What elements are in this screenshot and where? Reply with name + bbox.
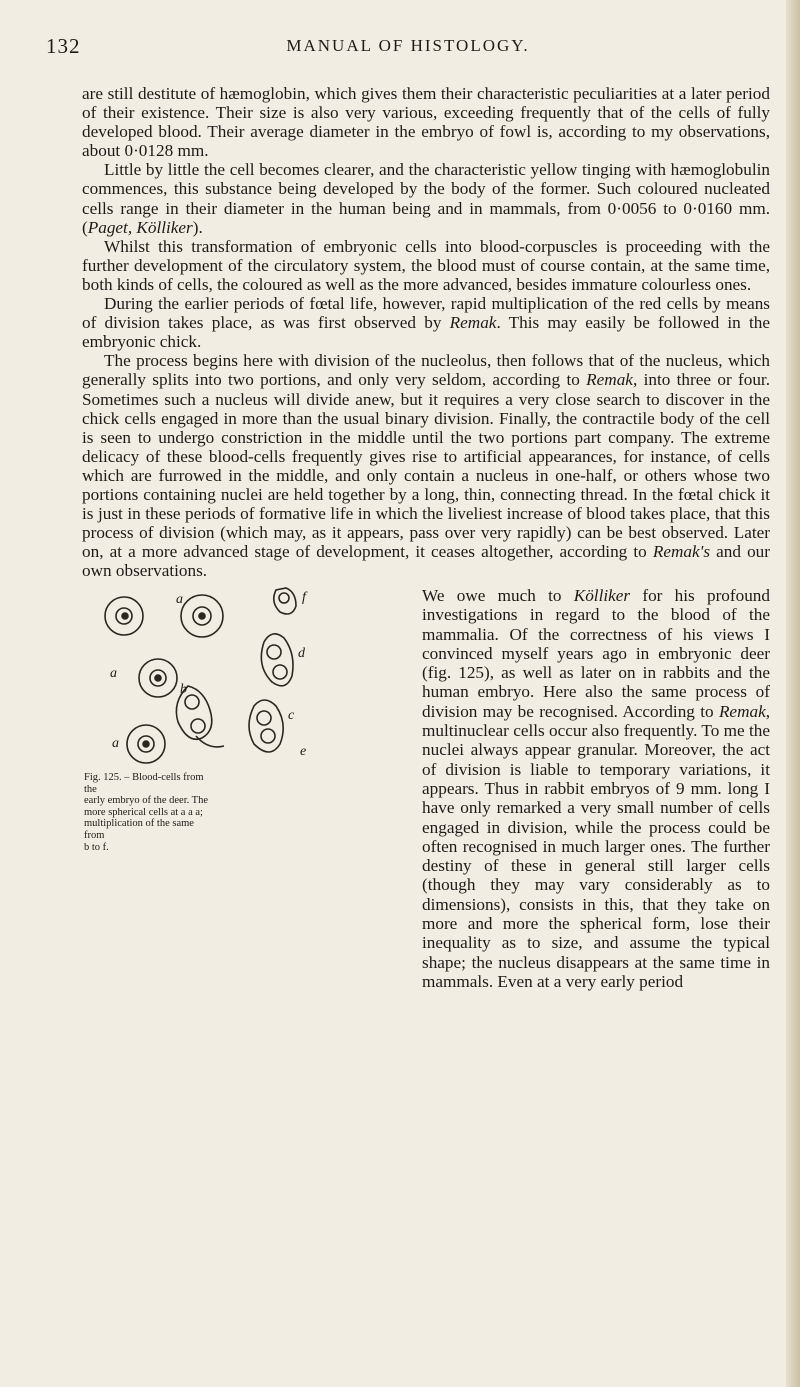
paragraph-2 bbox=[82, 160, 770, 236]
paragraph-1: are still destitute of hæmoglobin, which gives them their characteristic peculiarities at a later period of their existence. Their size is also very various, exceeding frequently that of the cells of fully developed blood. Their average diameter in the embryo of fowl is, according to my observations, about 0·0128 mm. bbox=[82, 84, 770, 161]
spherical-cell-a2 bbox=[139, 659, 177, 697]
caption-line: b to f. bbox=[84, 841, 109, 853]
paragraph-6 bbox=[422, 586, 770, 991]
paragraph-2-text: Little by little the cell becomes clearer, and the characteristic yellow tinging with hæmoglobulin commences, this substance being developed by the body of the former. Such coloured nucleated cells range in their diameter in the human being and in mammals, from 0·0056 to 0·0160 mm. ( bbox=[82, 160, 770, 237]
cell-top-middle bbox=[181, 595, 223, 637]
paragraph-4-text: During the earlier periods of fœtal life, however, rapid multiplication of the red cells by means of division takes place, as was first observed by bbox=[82, 294, 770, 333]
body-text-upper bbox=[82, 84, 770, 580]
citation: Remak's bbox=[652, 542, 711, 562]
figure-letter: c bbox=[288, 708, 295, 723]
citation: Remak bbox=[449, 313, 497, 333]
page-header bbox=[46, 34, 770, 60]
dividing-cell-f bbox=[274, 588, 296, 614]
spherical-cell-a3 bbox=[127, 725, 165, 763]
caption-line: more spherical cells at a a a; bbox=[84, 806, 203, 818]
blood-cells-illustration bbox=[84, 586, 414, 766]
dividing-cell-e bbox=[196, 736, 224, 747]
caption-line: early embryo of the deer. The bbox=[84, 795, 209, 807]
paragraph-6-text: We owe much to bbox=[422, 586, 574, 605]
body-text-column bbox=[422, 586, 770, 991]
paragraph-4 bbox=[82, 294, 770, 351]
paragraph-5-end: and our own observations. bbox=[82, 542, 770, 581]
figure-letter: b bbox=[180, 682, 187, 697]
running-head: MANUAL OF HISTOLOGY. bbox=[286, 36, 530, 55]
paragraph-6-end: , multinuclear cells occur also frequently. To me the nuclei always appear granular. Moreover, the act of division is liable to temporary variations, it appears. Thus in rabbit embryos of 9 mm. long I have only remarked a very small number of cells engaged in division, while the process could be often recognised in much larger ones. The further destiny of these in general still larger cells (though they may vary considerably as to dimensions), consists in this, that they take on more and more the spherical form, lose their inequality as to size, and assume the typical shape; the nucleus disappears at the same time in mammals. Even at a very early period bbox=[422, 701, 770, 991]
paragraph-3: Whilst this transformation of embryonic cells into blood-corpuscles is proceeding with the further development of the circulatory system, the blood must of course contain, at the same time, both kinds of cells, the coloured as well as the more advanced, besides immature colourless ones. bbox=[82, 236, 770, 294]
figure-letter: a bbox=[112, 736, 119, 751]
paragraph-4-end: . This may easily be followed in the embryonic chick. bbox=[82, 313, 770, 352]
paragraph-5-text: The process begins here with division of the nucleolus, then follows that of the nucleus, which generally splits into two portions, and only very seldom, according to bbox=[82, 351, 770, 390]
citation: Paget, Kölliker bbox=[87, 217, 193, 237]
page-number: 132 bbox=[46, 34, 81, 58]
figure-letter: f bbox=[302, 590, 306, 605]
citation: Kölliker bbox=[573, 586, 631, 605]
page-edge bbox=[786, 0, 800, 1387]
figure-caption bbox=[84, 772, 214, 853]
dividing-cell-c bbox=[249, 700, 283, 752]
figure-letter: a bbox=[110, 666, 117, 681]
citation: Remak bbox=[718, 701, 766, 721]
spherical-cell-a1 bbox=[105, 597, 143, 635]
figure-letter: d bbox=[298, 646, 305, 661]
caption-line: multiplication of the same from bbox=[84, 818, 194, 841]
figure-125 bbox=[84, 586, 414, 766]
caption-line: Fig. 125. – Blood-cells from the bbox=[84, 772, 204, 795]
paragraph-5-text: , into three or four. Sometimes such a nucleus will divide anew, but it requires a very close search to discover in the chick cells engaged in more than the usual binary division. Finally, the contractile body of the cell is seen to undergo constriction in the middle until the two portions part company. The extreme delicacy of these blood-cells frequently gives rise to artificial appearances, for instance, of cells which are furrowed in the middle, and only contain a nucleus in one-half, or others whose two portions containing nuclei are held together by a long, thin, connecting thread. In the fœtal chick it is just in these periods of formative life in which the liveliest increase of blood takes place, that this process of division (which may, as it appears, pass over very rapidly) can be best observed. Later on, at a more advanced stage of development, it ceases altogether, according to bbox=[82, 370, 770, 562]
figure-letter: e bbox=[300, 744, 307, 759]
paragraph-6-text: for his profound investigations in regard to the blood of the mammalia. Of the correctness of his views I convinced myself years ago in embryonic deer (fig. 125), as well as later on in rabbits and the human embryo. Here also the same process of division may be recognised. According to bbox=[422, 586, 770, 721]
figure-letter: a bbox=[176, 592, 183, 607]
paragraph-5 bbox=[82, 351, 770, 580]
dividing-cell-d bbox=[261, 634, 293, 686]
citation: Remak bbox=[586, 370, 633, 390]
paragraph-2-end: ). bbox=[192, 217, 203, 237]
